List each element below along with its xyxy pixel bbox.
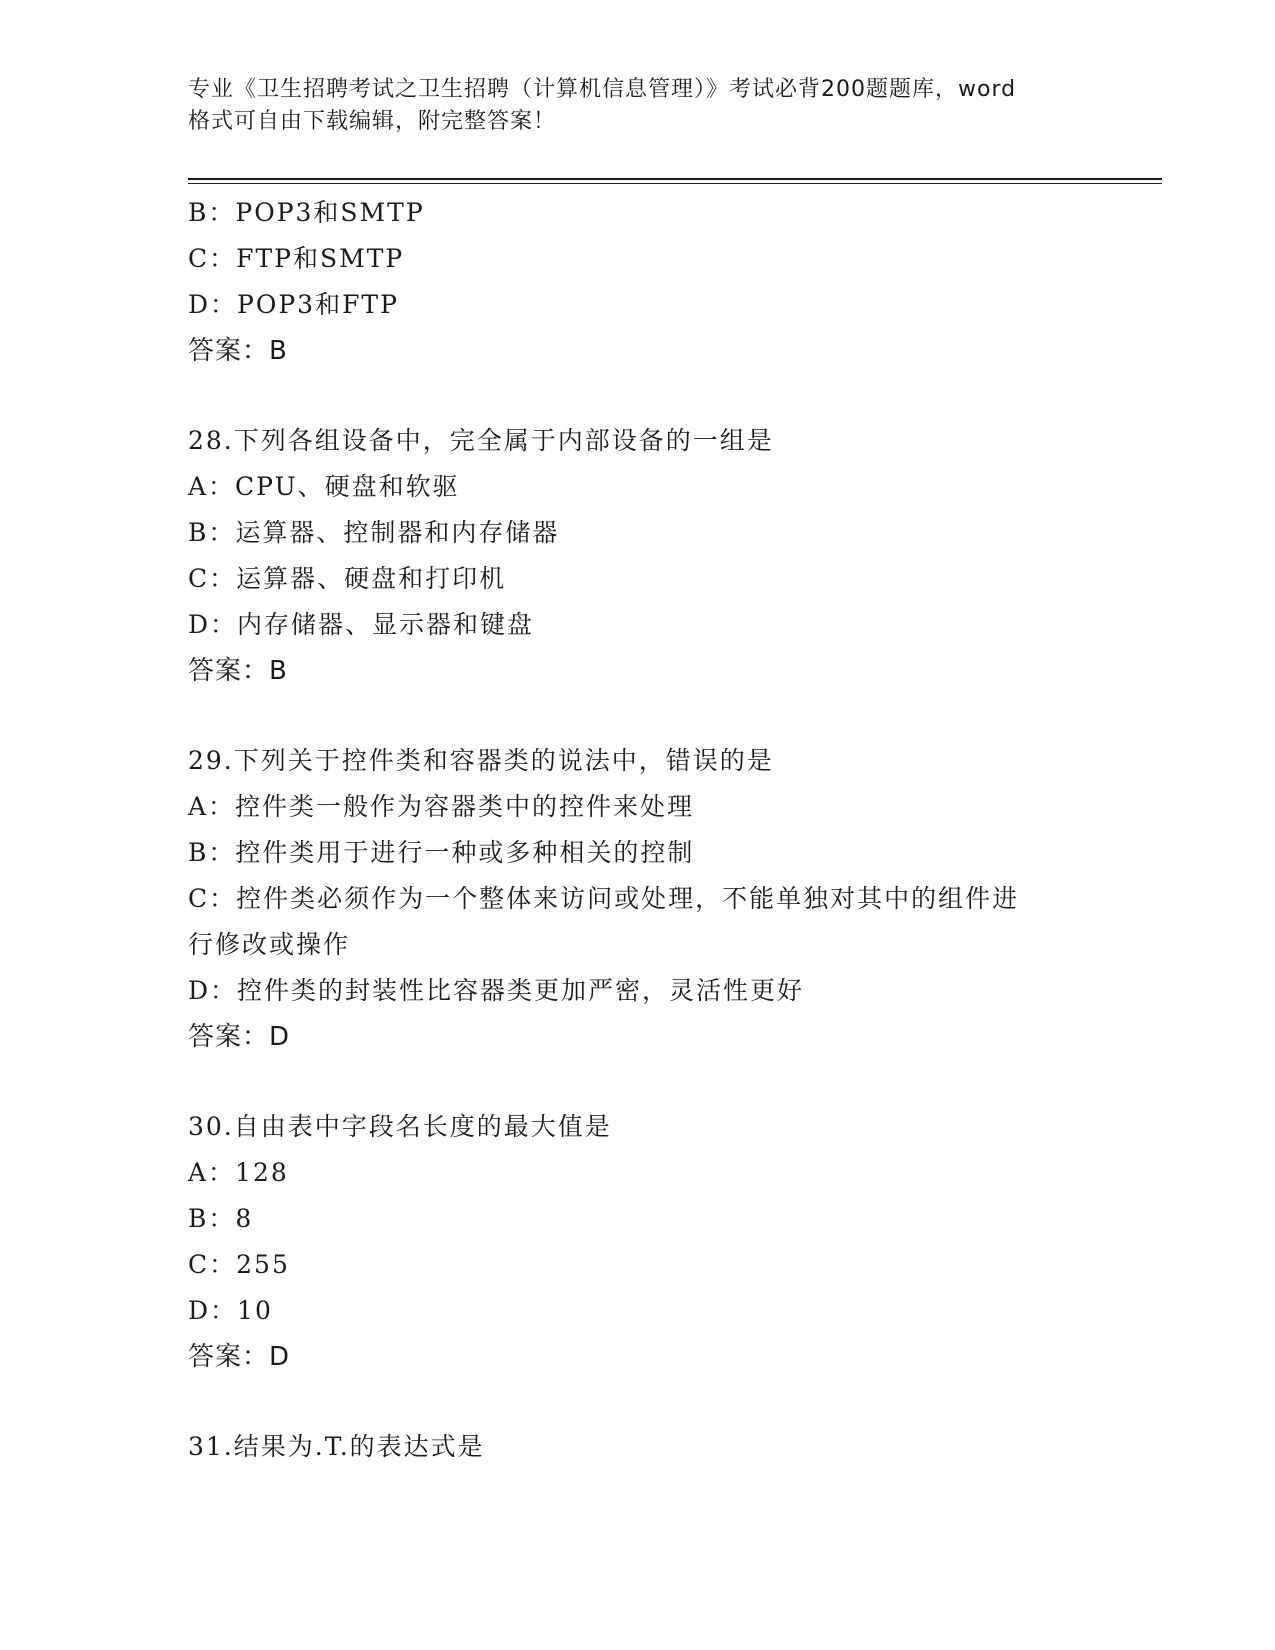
option-a: A：128	[188, 1158, 289, 1187]
option-c: C：控件类必须作为一个整体来访问或处理，不能单独对其中的组件进	[188, 884, 1020, 913]
header-line-1: 专业《卫生招聘考试之卫生招聘（计算机信息管理）》考试必背200题题库，word	[188, 77, 1017, 102]
option-d: D：10	[188, 1296, 273, 1325]
option-a: A：CPU、硬盘和软驱	[188, 472, 460, 501]
question-text: 30.自由表中字段名长度的最大值是	[188, 1112, 612, 1141]
question-text: 29.下列关于控件类和容器类的说法中，错误的是	[188, 746, 774, 775]
question-block-30	[188, 1104, 1088, 1380]
option-b: B：控件类用于进行一种或多种相关的控制	[188, 838, 695, 867]
option-c: C：FTP和SMTP	[188, 244, 405, 273]
option-b: B：8	[188, 1204, 254, 1233]
question-content	[188, 190, 1088, 1470]
option-d: D：内存储器、显示器和键盘	[188, 610, 535, 639]
question-text: 31.结果为.T.的表达式是	[188, 1432, 485, 1461]
question-block-28	[188, 418, 1088, 694]
answer-line: 答案：B	[188, 656, 288, 686]
question-block-31	[188, 1424, 1088, 1470]
option-c: C：运算器、硬盘和打印机	[188, 564, 507, 593]
option-d: D：POP3和FTP	[188, 290, 399, 319]
question-block-29	[188, 738, 1088, 1060]
option-a: A：控件类一般作为容器类中的控件来处理	[188, 792, 695, 821]
question-block-27	[188, 190, 1088, 374]
header-rule-thick	[188, 178, 1162, 180]
page-header	[188, 74, 1088, 138]
option-d: D：控件类的封装性比容器类更加严密，灵活性更好	[188, 976, 805, 1005]
question-text: 28.下列各组设备中，完全属于内部设备的一组是	[188, 426, 774, 455]
option-c: C：255	[188, 1250, 290, 1279]
answer-line: 答案：D	[188, 1342, 291, 1372]
option-c-continued: 行修改或操作	[188, 930, 351, 959]
header-line-2: 格式可自由下载编辑，附完整答案！	[188, 109, 557, 134]
option-b: B：运算器、控制器和内存储器	[188, 518, 560, 547]
answer-line: 答案：D	[188, 1022, 291, 1052]
option-b: B：POP3和SMTP	[188, 198, 425, 227]
header-rule-thin	[188, 183, 1162, 184]
answer-line: 答案：B	[188, 336, 288, 366]
